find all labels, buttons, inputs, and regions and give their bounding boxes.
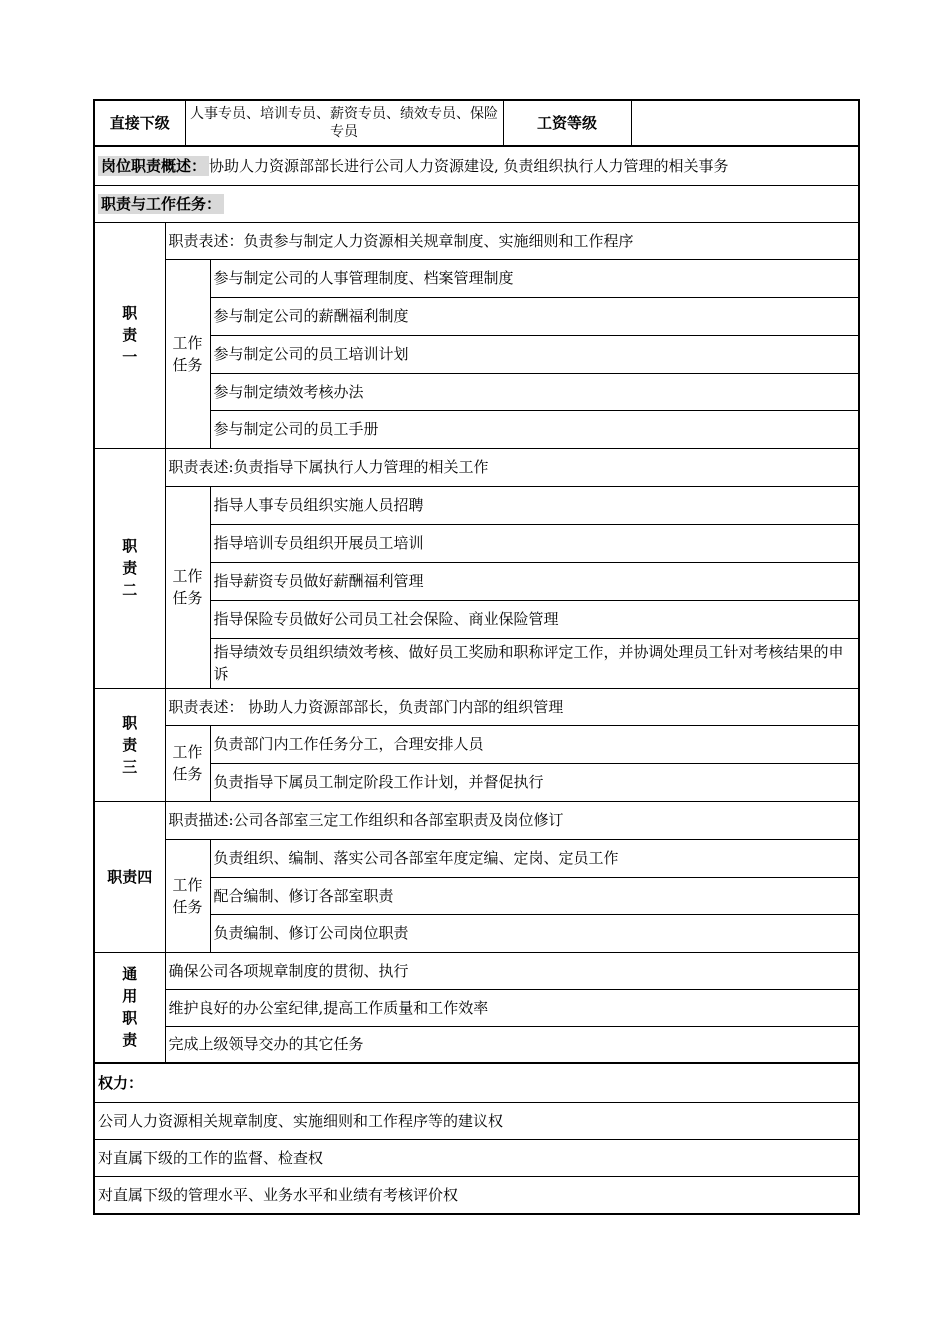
duty2-task: 指导绩效专员组织绩效考核、做好员工奖励和职称评定工作，并协调处理员工针对考核结果的申诉 (210, 638, 859, 688)
duty1-label: 职 责 一 (94, 222, 165, 448)
duty2-task: 指导人事专员组织实施人员招聘 (210, 486, 859, 524)
duty1-statement: 职责表述：负责参与制定人力资源相关规章制度、实施细则和工作程序 (165, 222, 859, 259)
duty1-task: 参与制定绩效考核办法 (210, 373, 859, 410)
duty1-task: 参与制定公司的人事管理制度、档案管理制度 (210, 259, 859, 297)
duty1-task-label: 工作 任务 (165, 259, 210, 448)
duty2-task: 指导保险专员做好公司员工社会保险、商业保险管理 (210, 600, 859, 638)
duty3-task: 负责指导下属员工制定阶段工作计划，并督促执行 (210, 763, 859, 801)
duty2-statement: 职责表述:负责指导下属执行人力管理的相关工作 (165, 448, 859, 486)
duties-title: 职责与工作任务： (98, 194, 224, 214)
duty3-statement: 职责表述： 协助人力资源部部长，负责部门内部的组织管理 (165, 688, 859, 725)
header-table (93, 99, 860, 146)
subordinates-value: 人事专员、培训专员、薪资专员、绩效专员、保险专员 (185, 100, 503, 145)
salary-value (631, 100, 859, 145)
duty4-statement: 职责描述:公司各部室三定工作组织和各部室职责及岗位修订 (165, 801, 859, 839)
authority-item: 对直属下级的工作的监督、检查权 (94, 1139, 859, 1176)
duty4-label: 职责四 (94, 801, 165, 952)
general-label: 通 用 职 责 (94, 952, 165, 1063)
duty2-task: 指导薪资专员做好薪酬福利管理 (210, 562, 859, 600)
general-item: 确保公司各项规章制度的贯彻、执行 (165, 952, 859, 989)
subordinates-label: 直接下级 (94, 100, 185, 145)
duty4-task: 配合编制、修订各部室职责 (210, 877, 859, 914)
authority-item: 公司人力资源相关规章制度、实施细则和工作程序等的建议权 (94, 1102, 859, 1139)
salary-label: 工资等级 (503, 100, 631, 145)
duty4-task-label: 工作 任务 (165, 839, 210, 952)
authority-title: 权力： (94, 1063, 859, 1102)
duty1-task: 参与制定公司的员工手册 (210, 410, 859, 448)
duty2-label: 职 责 二 (94, 448, 165, 688)
summary-text: 协助人力资源部部长进行公司人力资源建设, 负责组织执行人力管理的相关事务 (209, 156, 729, 175)
duty1-task: 参与制定公司的员工培训计划 (210, 335, 859, 373)
duty3-label: 职 责 三 (94, 688, 165, 801)
duty3-task: 负责部门内工作任务分工，合理安排人员 (210, 725, 859, 763)
duty1-task: 参与制定公司的薪酬福利制度 (210, 297, 859, 335)
duty2-task-label: 工作 任务 (165, 486, 210, 688)
duties-title-row (94, 185, 859, 222)
summary-label: 岗位职责概述： (98, 156, 209, 176)
duty4-task: 负责编制、修订公司岗位职责 (210, 914, 859, 952)
duty3-task-label: 工作 任务 (165, 725, 210, 801)
authority-item: 对直属下级的管理水平、业务水平和业绩有考核评价权 (94, 1176, 859, 1214)
summary-row (94, 146, 859, 185)
duty2-task: 指导培训专员组织开展员工培训 (210, 524, 859, 562)
general-item: 完成上级领导交办的其它任务 (165, 1026, 859, 1063)
duty4-task: 负责组织、编制、落实公司各部室年度定编、定岗、定员工作 (210, 839, 859, 877)
general-item: 维护良好的办公室纪律,提高工作质量和工作效率 (165, 989, 859, 1026)
job-description-sheet (93, 99, 858, 1215)
main-table (93, 146, 860, 1216)
